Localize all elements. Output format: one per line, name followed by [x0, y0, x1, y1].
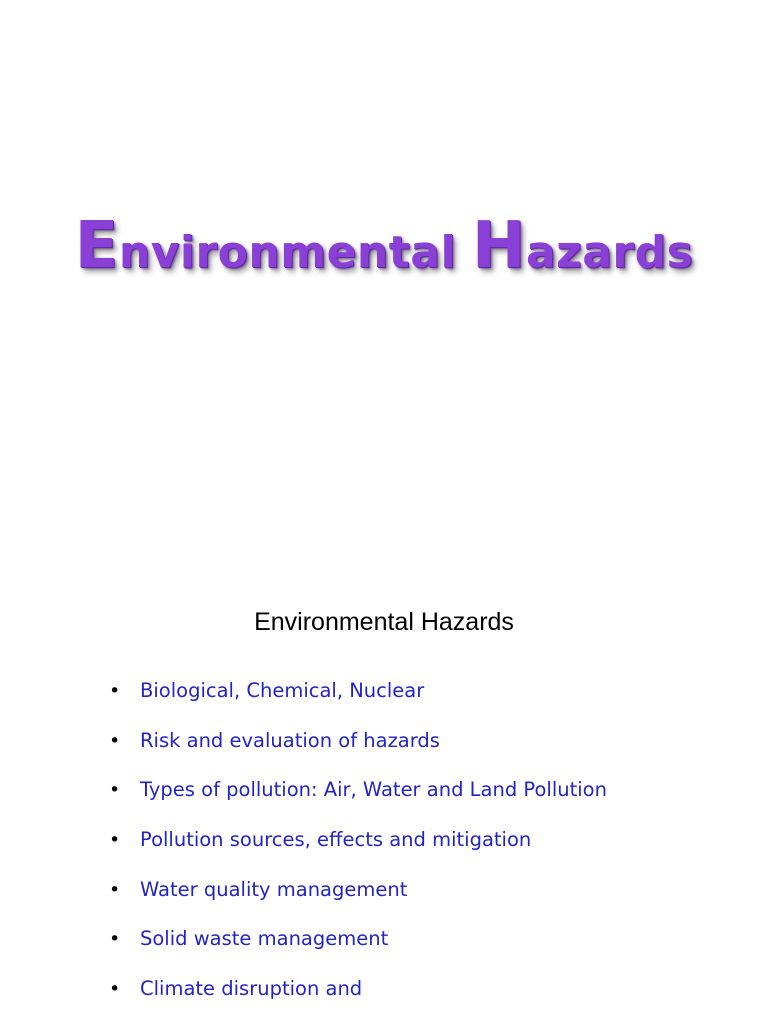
slide-title	[0, 206, 768, 293]
list-item	[0, 672, 768, 722]
bullet-icon: •	[109, 829, 121, 852]
topic-text: Solid waste management	[140, 927, 389, 951]
list-item	[0, 821, 768, 871]
bullet-icon: •	[109, 779, 121, 802]
topic-text: Pollution sources, effects and mitigation	[140, 828, 532, 852]
list-item	[0, 871, 768, 921]
topic-text: Climate disruption and	[140, 977, 363, 1001]
bullet-icon: •	[109, 928, 121, 951]
list-item	[0, 920, 768, 970]
list-item	[0, 970, 768, 1020]
section-heading: Environmental Hazards	[254, 608, 514, 636]
bullet-icon: •	[109, 729, 121, 752]
bullet-icon: •	[109, 978, 121, 1001]
topic-text: Risk and evaluation of hazards	[140, 728, 440, 752]
list-item	[0, 722, 768, 772]
title-initial-h: H	[471, 209, 526, 283]
list-item	[0, 771, 768, 821]
topic-text: Biological, Chemical, Nuclear	[140, 679, 425, 702]
topic-list	[0, 672, 768, 1020]
bullet-icon: •	[109, 878, 121, 901]
title-rest-hazards: azards	[525, 227, 694, 278]
title-rest-environmental: nvironmental	[118, 227, 472, 278]
topic-text: Types of pollution: Air, Water and Land Pollution	[140, 778, 607, 802]
topic-text: Water quality management	[140, 877, 408, 901]
bullet-icon: •	[109, 680, 121, 702]
title-initial-e: E	[74, 209, 119, 283]
